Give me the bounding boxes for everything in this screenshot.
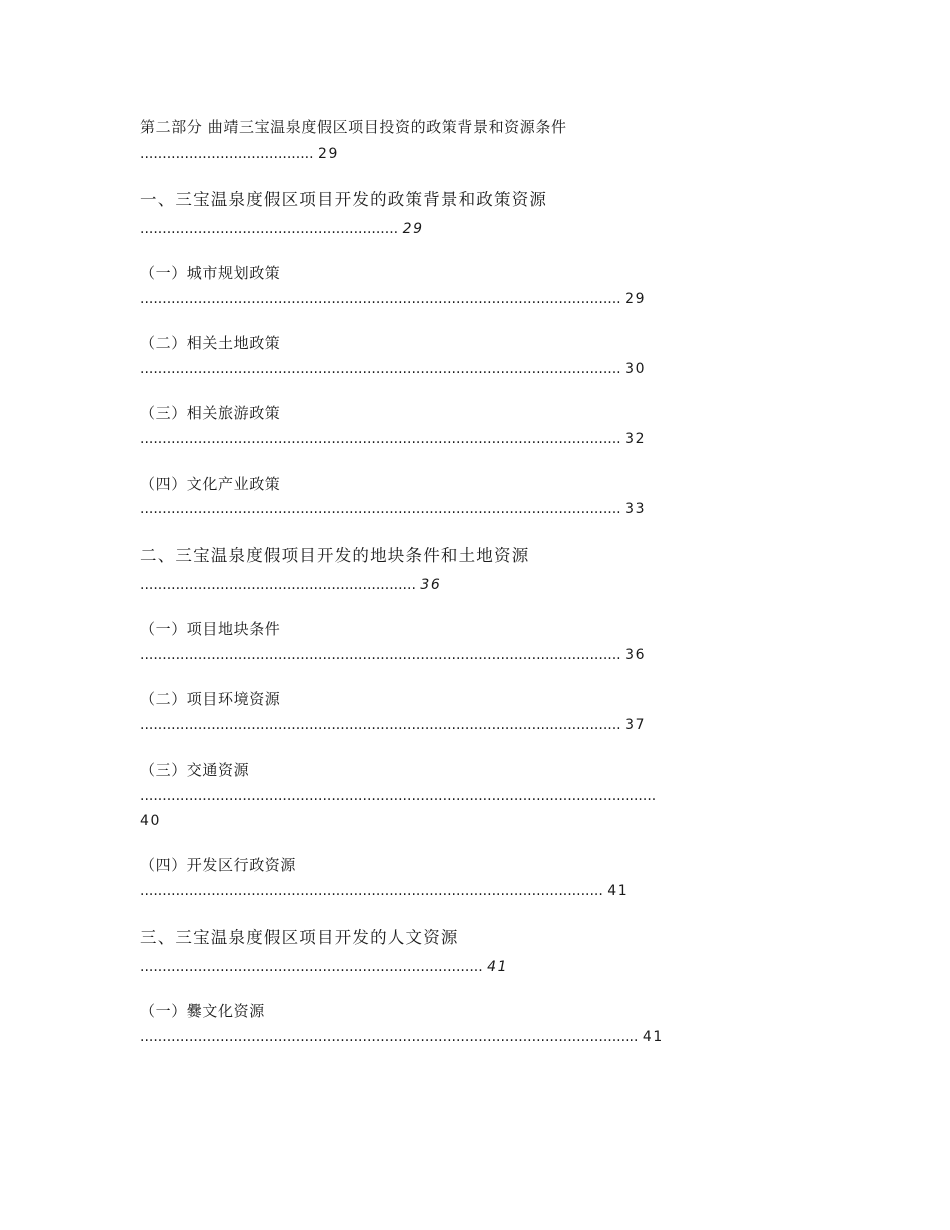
toc-entry-title: 三、三宝温泉度假区项目开发的人文资源	[140, 928, 459, 947]
toc-dot-leader: ..............................................................	[140, 577, 421, 593]
toc-page-number: 41	[642, 1029, 664, 1045]
toc-dot-leader: ........................................................................................................	[140, 883, 608, 899]
toc-page-number: 33	[625, 501, 647, 517]
toc-entry-title: （一）项目地块条件	[140, 620, 281, 638]
toc-entry-title: （一）爨文化资源	[140, 1002, 265, 1020]
toc-entry-title: 二、三宝温泉度假项目开发的地块条件和土地资源	[140, 546, 530, 565]
toc-entry-leader	[140, 575, 441, 595]
toc-page-number: 37	[625, 717, 647, 733]
toc-dot-leader: ............................................................................................................	[140, 361, 626, 377]
toc-entry-leader	[140, 144, 339, 164]
toc-page-number: 36	[625, 647, 647, 663]
toc-dot-leader: .......................................	[140, 146, 319, 162]
toc-dot-leader: ..........................................................	[140, 221, 403, 237]
toc-dot-leader: ............................................................................................................	[140, 291, 626, 307]
toc-page-number: 29	[318, 146, 340, 162]
toc-page-number: 36	[420, 577, 442, 593]
toc-dot-leader: ............................................................................................................	[140, 431, 626, 447]
toc-page-number: 41	[487, 959, 509, 975]
toc-entry-title: 一、三宝温泉度假区项目开发的政策背景和政策资源	[140, 190, 548, 209]
toc-entry-leader	[140, 499, 646, 519]
toc-entry-leader	[140, 881, 628, 901]
toc-entry-title: （四）开发区行政资源	[140, 856, 297, 874]
toc-dot-leader: ............................................................................................................	[140, 717, 626, 733]
toc-dot-leader: ............................................................................................................	[140, 647, 626, 663]
toc-entry-leader	[140, 429, 646, 449]
toc-entry-title: （二）项目环境资源	[140, 690, 281, 708]
toc-entry-page-wrapped	[140, 811, 161, 831]
toc-entry-title: （三）相关旅游政策	[140, 404, 281, 422]
toc-entry-leader	[140, 957, 508, 977]
toc-entry-leader	[140, 289, 646, 309]
toc-page-number: 32	[625, 431, 647, 447]
toc-page-number: 41	[607, 883, 629, 899]
toc-page-number: 40	[140, 813, 162, 829]
toc-entry-leader	[140, 786, 656, 806]
toc-dot-leader: .............................................................................	[140, 959, 488, 975]
toc-entry-title: （二）相关土地政策	[140, 334, 281, 352]
toc-entry-leader	[140, 715, 646, 735]
toc-entry-title: （四）文化产业政策	[140, 475, 281, 493]
toc-dot-leader: ............................................................................................................	[140, 501, 626, 517]
toc-dot-leader: ....................................................................................................................	[140, 788, 657, 804]
toc-dot-leader: ................................................................................................................	[140, 1029, 643, 1045]
toc-page-number: 30	[625, 361, 647, 377]
toc-entry-leader	[140, 359, 646, 379]
toc-entry-leader	[140, 219, 424, 239]
toc-entry-title: （三）交通资源	[140, 761, 250, 779]
toc-entry-title: 第二部分 曲靖三宝温泉度假区项目投资的政策背景和资源条件	[140, 118, 567, 136]
toc-entry-leader	[140, 1027, 664, 1047]
toc-entry-leader	[140, 645, 646, 665]
toc-entry-title: （一）城市规划政策	[140, 264, 281, 282]
toc-page-number: 29	[625, 291, 647, 307]
toc-page-number: 29	[402, 221, 424, 237]
